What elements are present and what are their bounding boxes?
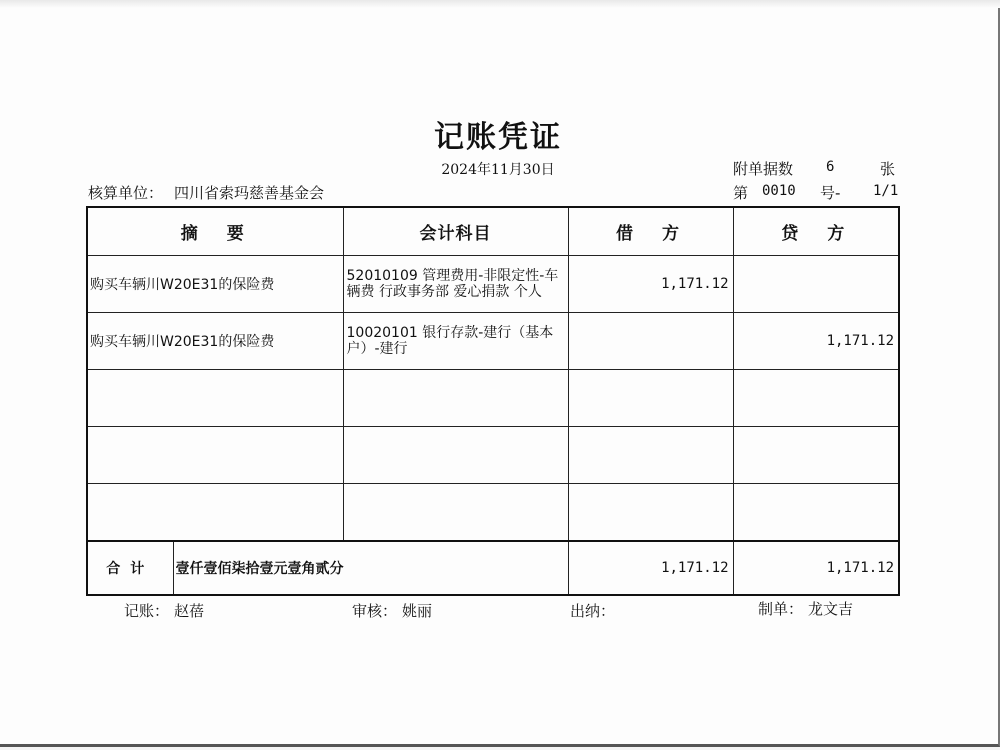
total-amount-in-words: 壹仟壹佰柒拾壹元壹角贰分 [173,541,568,595]
preparer-label: 制单： [758,600,804,618]
reviewer-name: 姚丽 [402,602,433,620]
row-summary: 购买车辆川W20E31的保险费 [87,256,343,313]
table-row [87,484,899,542]
row-credit [733,256,899,313]
row-account [343,427,568,484]
row-debit [568,427,733,484]
row-credit [733,370,899,427]
header-summary: 摘 要 [87,207,343,256]
cashier-label: 出纳： [570,602,616,620]
row-summary: 购买车辆川W20E31的保险费 [87,313,343,370]
row-debit [568,370,733,427]
row-credit [733,484,899,542]
row-debit: 1,171.12 [568,256,733,313]
row-credit: 1,171.12 [733,313,899,370]
row-account [343,370,568,427]
number-suffix: 号- [820,184,841,202]
header-row [87,207,899,256]
attach-unit: 张 [880,160,896,178]
row-summary [87,370,343,427]
row-debit [568,313,733,370]
row-summary [87,484,343,542]
table-row [87,313,899,370]
attach-label: 附单据数 [733,160,794,178]
reviewer-label: 审核： [352,602,398,620]
table-row [87,427,899,484]
voucher-table [86,206,900,596]
attach-count: 6 [826,159,835,175]
unit-label: 核算单位： [88,184,164,202]
row-account: 52010109 管理费用-非限定性-车辆费 行政事务部 爱心捐款 个人 [343,256,568,313]
row-credit [733,427,899,484]
row-summary [87,427,343,484]
table-row [87,370,899,427]
total-credit: 1,171.12 [733,541,899,595]
bookkeeper-label: 记账： [124,602,170,620]
row-account: 10020101 银行存款-建行（基本户）-建行 [343,313,568,370]
scan-edge [0,0,1000,8]
voucher-title: 记账凭证 [434,120,562,155]
header-account: 会计科目 [343,207,568,256]
table-row [87,256,899,313]
row-account [343,484,568,542]
voucher-date: 2024年11月30日 [441,162,555,178]
total-row [87,541,899,595]
preparer-name: 龙文吉 [808,600,854,618]
header-credit: 贷 方 [733,207,899,256]
page-indicator: 1/1 [873,183,899,199]
total-debit: 1,171.12 [568,541,733,595]
bookkeeper-name: 赵蓓 [174,602,205,620]
row-debit [568,484,733,542]
number-prefix: 第 [733,184,749,202]
voucher-number: 0010 [762,183,796,199]
total-label: 合计 [87,541,173,595]
unit-name: 四川省索玛慈善基金会 [174,184,325,202]
header-debit: 借 方 [568,207,733,256]
